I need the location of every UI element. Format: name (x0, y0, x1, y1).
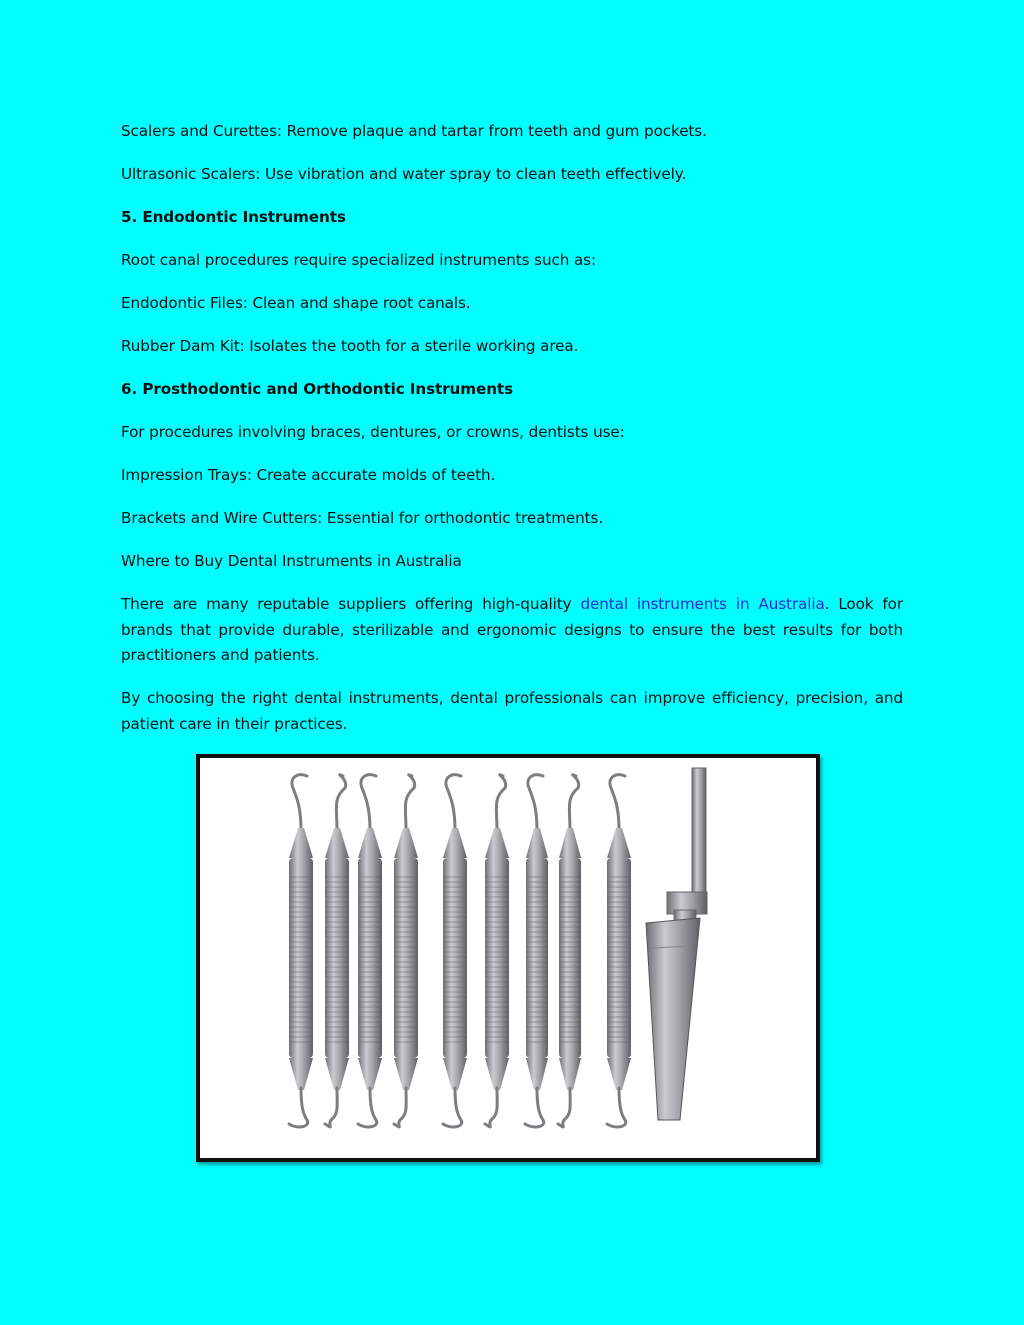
scaler-instrument (525, 775, 548, 1127)
paragraph-impression-trays: Impression Trays: Create accurate molds of teeth. (121, 466, 496, 484)
paragraph-closing: By choosing the right dental instruments, dental professionals can improve efficiency, precision, and patient care in their practices. (121, 689, 903, 733)
dental-instruments-link[interactable]: dental instruments in Australia (580, 595, 825, 613)
scaler-instrument (485, 775, 509, 1127)
paragraph-rubber-dam: Rubber Dam Kit: Isolates the tooth for a sterile working area. (121, 337, 579, 355)
scaler-instrument (607, 775, 631, 1127)
heading-prosthodontic: 6. Prosthodontic and Orthodontic Instruments (121, 380, 514, 398)
scaler-instrument (443, 775, 467, 1127)
suppliers-text-start: There are many reputable suppliers offering high-quality (121, 595, 581, 613)
paragraph-brackets: Brackets and Wire Cutters: Essential for orthodontic treatments. (121, 509, 604, 527)
paragraph-suppliers (121, 592, 903, 669)
scaler-instrument (325, 775, 349, 1127)
scaler-instrument (394, 775, 418, 1127)
scaler-instrument (358, 775, 382, 1127)
scaler-instrument (558, 775, 581, 1127)
paragraph-ultrasonic: Ultrasonic Scalers: Use vibration and water spray to clean teeth effectively. (121, 165, 687, 183)
dental-instruments-set-icon (200, 758, 816, 1158)
heading-endodontic: 5. Endodontic Instruments (121, 208, 346, 226)
paragraph-where-to-buy: Where to Buy Dental Instruments in Australia (121, 552, 462, 570)
rubber-dam-clamp-icon (646, 768, 707, 1120)
article-body (121, 119, 903, 755)
suppliers-text-end: . Look for brands that provide durable, sterilizable and ergonomic designs to ensure the best results for both practitioners and patients. (121, 595, 903, 664)
paragraph-scalers: Scalers and Curettes: Remove plaque and tartar from teeth and gum pockets. (121, 122, 707, 140)
dental-instruments-figure (196, 754, 820, 1162)
paragraph-root-canal: Root canal procedures require specialized instruments such as: (121, 251, 597, 269)
scaler-instrument (289, 775, 313, 1127)
paragraph-procedures: For procedures involving braces, dentures, or crowns, dentists use: (121, 423, 625, 441)
instrument-group (289, 775, 631, 1127)
paragraph-endodontic-files: Endodontic Files: Clean and shape root canals. (121, 294, 471, 312)
